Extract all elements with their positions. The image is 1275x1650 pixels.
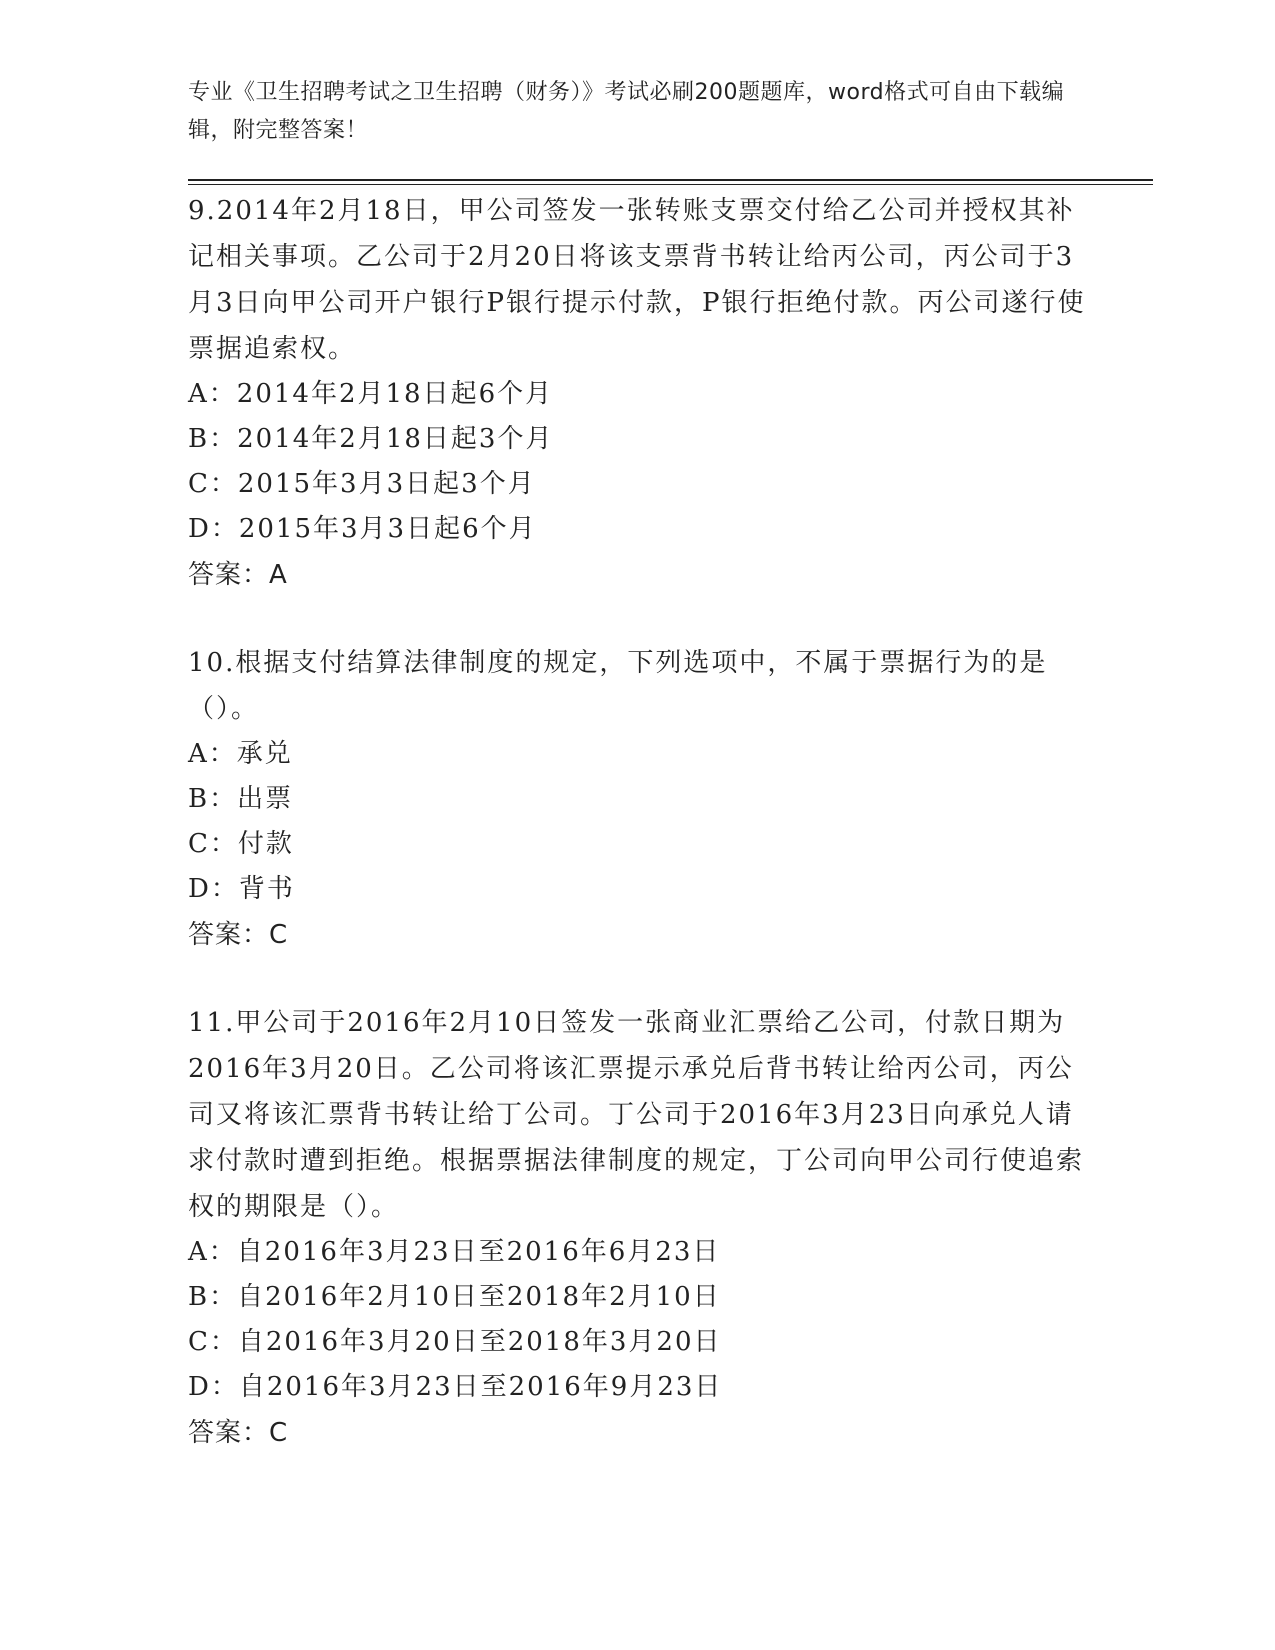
question-stem: 9.2014年2月18日，甲公司签发一张转账支票交付给乙公司并授权其补记相关事项。乙公司于2月20日将该支票背书转让给丙公司，丙公司于3月3日向甲公司开户银行P银行提示付款，P银行拒绝付款。丙公司遂行使票据追索权。 (188, 196, 1086, 364)
option-b: B：自2016年2月10日至2018年2月10日 (188, 1282, 721, 1312)
question-9 (188, 188, 1088, 598)
option-c: C：2015年3月3日起3个月 (188, 469, 536, 499)
option-a: A：2014年2月18日起6个月 (188, 379, 554, 409)
option-a: A：承兑 (188, 739, 293, 769)
header-divider-thin (188, 184, 1153, 185)
document-header (188, 74, 1068, 150)
option-b: B：出票 (188, 784, 294, 814)
question-11 (188, 1000, 1088, 1456)
question-stem: 10.根据支付结算法律制度的规定，下列选项中，不属于票据行为的是（）。 (188, 648, 1048, 724)
option-d: D：2015年3月3日起6个月 (188, 514, 537, 544)
question-list (188, 188, 1088, 1498)
question-stem: 11.甲公司于2016年2月10日签发一张商业汇票给乙公司，付款日期为2016年3月20日。乙公司将该汇票提示承兑后背书转让给丙公司，丙公司又将该汇票背书转让给丁公司。丁公司于2016年3月23日向承兑人请求付款时遭到拒绝。根据票据法律制度的规定，丁公司向甲公司行使追索权的期限是（）。 (188, 1008, 1085, 1222)
answer: 答案：C (188, 920, 289, 950)
option-c: C：自2016年3月20日至2018年3月20日 (188, 1327, 722, 1357)
question-10 (188, 640, 1088, 958)
option-d: D：自2016年3月23日至2016年9月23日 (188, 1372, 723, 1402)
option-a: A：自2016年3月23日至2016年6月23日 (188, 1237, 721, 1267)
header-title: 专业《卫生招聘考试之卫生招聘（财务）》考试必刷200题题库，word格式可自由下载编辑，附完整答案！ (188, 80, 1065, 143)
option-d: D：背书 (188, 874, 295, 904)
header-divider-thick (188, 179, 1153, 181)
option-b: B：2014年2月18日起3个月 (188, 424, 554, 454)
answer: 答案：A (188, 560, 288, 590)
answer: 答案：C (188, 1418, 289, 1448)
option-c: C：付款 (188, 829, 294, 859)
